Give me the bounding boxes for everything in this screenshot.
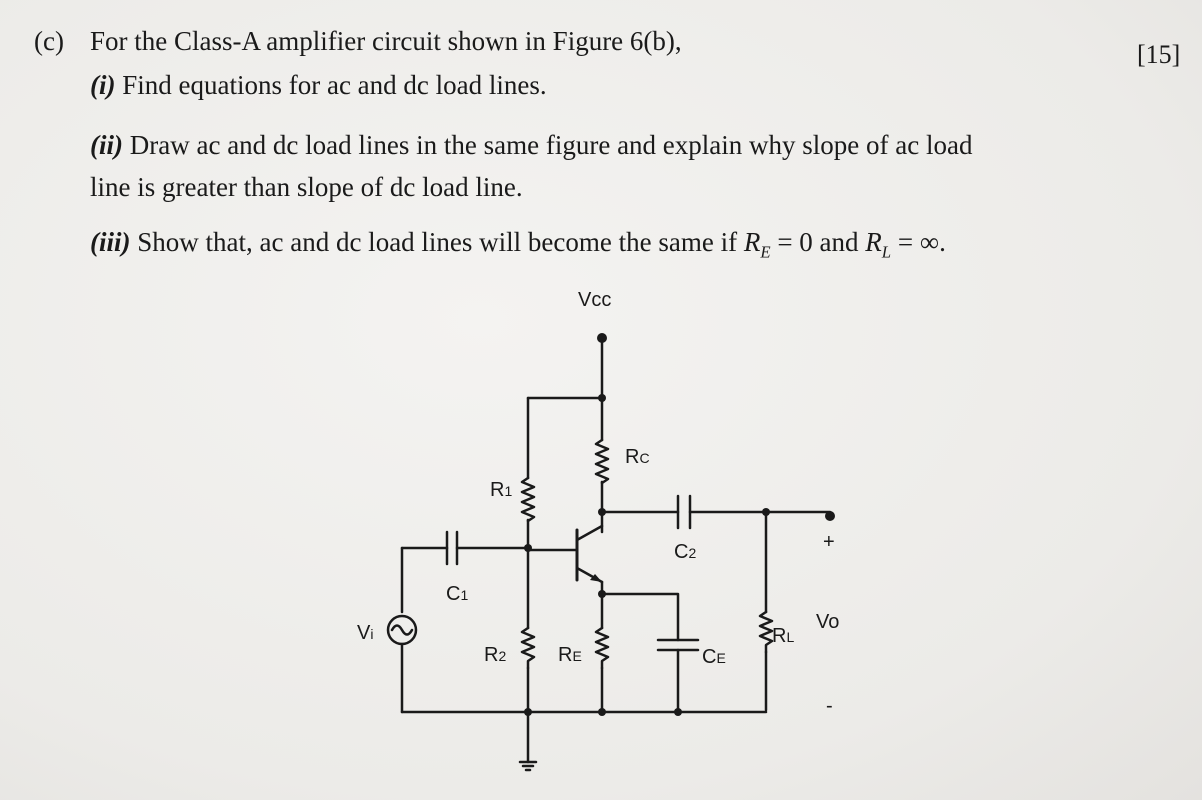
- part-ii-number: (ii): [90, 130, 123, 160]
- rl-value: = ∞.: [891, 227, 946, 257]
- ce-label: CE: [702, 646, 726, 668]
- ground-symbol: [520, 762, 536, 770]
- r2-label: R2: [484, 644, 507, 666]
- re-resistor: [596, 628, 608, 668]
- part-ii-continued: line is greater than slope of dc load line.: [90, 172, 523, 202]
- r2-resistor: [522, 628, 534, 668]
- ac-source-wave: [392, 626, 412, 635]
- junction-dot: [598, 708, 606, 716]
- junction-dot: [524, 544, 532, 552]
- part-ii-text: Draw ac and dc load lines in the same figure and explain why slope of ac load: [123, 130, 973, 160]
- re-symbol: R: [743, 227, 761, 257]
- question-intro: For the Class-A amplifier circuit shown in Figure 6(b),: [90, 26, 682, 56]
- junction-dot: [598, 590, 606, 598]
- marks-label: [15]: [1137, 40, 1181, 69]
- re-value: = 0: [770, 227, 813, 257]
- r1-resistor: [522, 478, 534, 521]
- part-i-text: Find equations for ac and dc load lines.: [115, 70, 547, 100]
- minus-label: -: [826, 695, 833, 717]
- junction-dot: [598, 394, 606, 402]
- re-label: RE: [558, 644, 582, 666]
- re-subscript: E: [760, 242, 771, 262]
- rl-subscript: L: [881, 242, 892, 262]
- part-iii-number: (iii): [90, 227, 131, 257]
- plus-label: +: [823, 531, 835, 553]
- part-iii-text: Show that, ac and dc load lines will become the same if: [130, 227, 744, 257]
- rc-resistor: [596, 440, 608, 483]
- rl-label: RL: [772, 625, 795, 647]
- junction-dot: [597, 333, 607, 343]
- vo-label: Vo: [816, 611, 840, 633]
- rl-resistor: [760, 612, 772, 652]
- collector-lead: [577, 526, 602, 540]
- vcc-label: Vcc: [578, 289, 612, 311]
- c2-label: C2: [674, 541, 697, 563]
- junction-dot: [762, 508, 770, 516]
- part-i-number: (i): [90, 70, 116, 100]
- ce-top-wire: [602, 594, 678, 640]
- rl-symbol: R: [865, 227, 882, 257]
- junction-dot: [524, 708, 532, 716]
- vi-label: Vi: [357, 622, 374, 644]
- and-word: and: [812, 227, 866, 257]
- r1-label: R1: [490, 479, 513, 501]
- rc-label: RC: [625, 446, 650, 468]
- junction-dot: [598, 508, 606, 516]
- question-label: (c): [34, 26, 64, 56]
- junction-dot: [674, 708, 682, 716]
- c1-label: C1: [446, 583, 469, 605]
- output-terminal-dot: [825, 511, 835, 521]
